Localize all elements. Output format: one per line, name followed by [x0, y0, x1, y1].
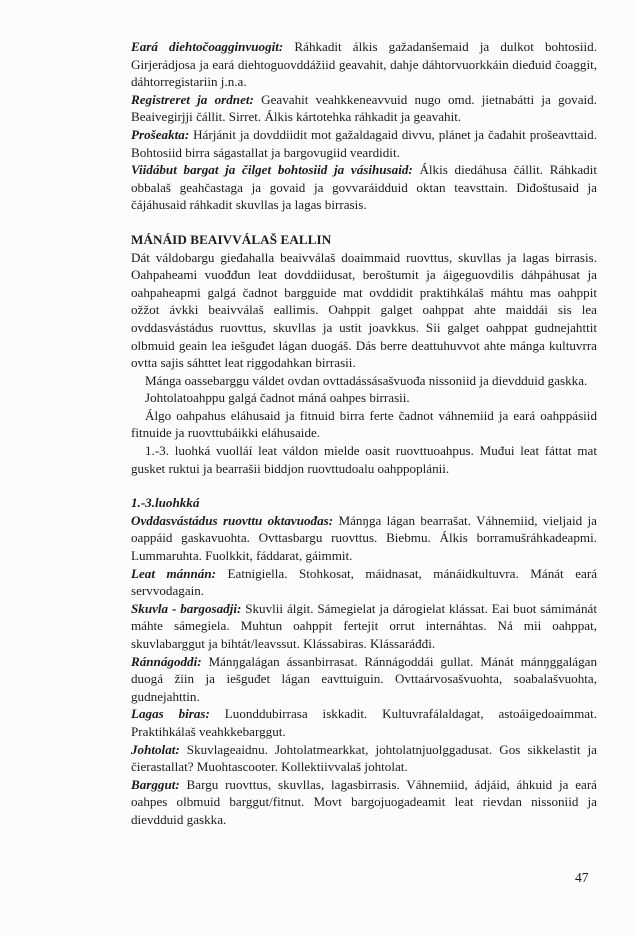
- paragraph: Dát váldobargu gieđahalla beaivválaš doaimmaid ruovttus, skuvllas ja lagas birrasis. Oahpaheami vuođđun leat dovddiidusat, beroštumit ja áigeguovdilis dáhpáhusat ja oahpaheapmi galgá čadnot bargguide mat ovddidit praktihkálaš máhtu mas oahppit ožžot ávkki beaivválaš eallimis. Oahppit galget oahppat ahte maiddái sis lea ovddasvástádus ruovttus, skuvllas ja ustit joavkkus. Sii galget oahppat gudnejahttit olbmuid geain lea iešguđet lágan duogáš. Dás berre deattuhuvvot ahte mánga kultuvrra ovtta sajis sáhttet leat riggodahkan birrasii.: [131, 249, 597, 371]
- entry-lead: Ránnágoddi:: [131, 653, 202, 669]
- entry-lead: Prošeakta:: [131, 126, 190, 142]
- entry-registreret: [131, 91, 597, 126]
- paragraph: Álgo oahpahus eláhusaid ja fitnuid birra ferte čadnot váhnemiid ja eará oahppásiid fitnuide ja ruovttubáikki eláhusaide.: [131, 407, 597, 441]
- paragraph: 1.-3. luohká vuolláí leat váldon mielde oasit ruovttuoahpus. Muđui leat fáttat mat gusket ruktui ja bearrašii biddjon ruovttudoalu oahppoplánii.: [131, 443, 597, 476]
- entry-text: Skuvlii álgit. Sámegielat ja dárogielat klássat. Eai buot sámimánát máhte sámegiela. Muhtun oahppit fertejit orrut internáhtas. Ná mii oahppat, skuvlabarggut ja bihtát/leavssut. Klássabiras. Klássaráđđi.: [131, 600, 597, 651]
- paragraph: Mánga oassebarggu váldet ovdan ovttadássásašvuođa nissoniid ja dievdduid gaskka.: [145, 372, 588, 388]
- entry-lead: Registreret ja ordnet:: [131, 91, 254, 107]
- entry-viidabut: [131, 161, 597, 214]
- entry-text: Mánŋgalágan ássanbirrasat. Ránnágoddái gullat. Mánát mánŋggalágan duogá žiin ja iešguđet lágan eavttuiguin. Ovttaárvosašvuohta, soabalašvuohta, gudnejahttin.: [131, 653, 597, 704]
- entry-ovddasvastadus: [131, 512, 597, 565]
- entry-text: Bargu ruovttus, skuvllas, lagasbirrasis. Váhnemiid, ádjáid, áhkuid ja eará oahpes olbmuid barggut/fitnut. Movt bargojuogadeamit leat rievdan nissoniid ja dievdduid gaskka.: [131, 776, 597, 827]
- entry-johtolat: [131, 741, 597, 776]
- entry-skuvla: [131, 600, 597, 653]
- entry-lead: Eará diehtočoagginvuogit:: [131, 39, 284, 54]
- section-heading: MÁNÁID BEAIVVÁLAŠ EALLIN: [131, 231, 332, 247]
- subsection-heading: 1.-3.luohkká: [131, 495, 200, 511]
- entry-eara-diehtocoagginvuogit: [131, 38, 597, 91]
- entry-text: Eatnigiella. Stohkosat, máidnasat, mánáidkultuvra. Mánát eará servvodagain.: [131, 565, 598, 599]
- entry-lead: Barggut:: [131, 776, 180, 792]
- entry-text: Luonddubirrasa iskkadit. Kultuvrafálaldagat, astoáigedoaimmat. Praktihkálaš veahkkebarggut.: [131, 706, 598, 739]
- entry-text: Hárjánit ja dovddiidit mot gažaldagaid divvu, plánet ja čađahit prošeavttaid. Bohtosiid birra ságastallat ja bargovugiid veardidit.: [131, 126, 597, 160]
- entry-leat-mannan: [131, 565, 597, 600]
- entry-text: Geavahit veahkkeneavvuid nugo omd. jietnabátti ja govaid. Beaivegirjji čállit. Sirret. Álkis kártotehka ráhkadit ja geavahit.: [131, 91, 597, 125]
- entry-lead: Johtolat:: [131, 741, 180, 757]
- page-number: 47: [575, 870, 589, 885]
- entry-lead: Viidábut bargat ja čilget bohtosiid ja vásihusaid:: [131, 162, 413, 178]
- entry-lead: Leat mánnán:: [131, 565, 216, 581]
- entry-rannagoddi: [131, 653, 597, 706]
- entry-proseakta: [131, 126, 597, 161]
- entry-text: Mánŋga lágan bearrašat. Váhnemiid, vieljaid ja oappáid gaskavuohta. Ovttasbargu ruovttus. Biebmu. Álkis borramušráhkadeapmi. Lummaruhta. Fuolkkit, fáddarat, gáimmit.: [131, 512, 597, 564]
- document-page: [131, 38, 597, 829]
- entry-text: Skuvlageaidnu. Johtolatmearkkat, johtolatnjuolggadusat. Gos sikkelastit ja čierastallat? Muohtascooter. Kollektiivvalaš johtolat.: [131, 741, 597, 775]
- entry-text: Ráhkadit álkis gažadanšemaid ja dulkot bohtosiid. Girjerádjosa ja eará diehtoguovddážiid geavahit, dahje dáhtorvuorkkáin dieđuid čoaggit, dáhtorregistariin j.n.a.: [131, 39, 597, 90]
- paragraph: Johtolatoahppu galgá čadnot máná oahpes birrasii.: [145, 390, 410, 406]
- entry-lagas-biras: [131, 705, 597, 740]
- entry-lead: Ovddasvástádus ruovttu oktavuođas:: [131, 512, 334, 528]
- entry-text: Álkis diedáhusa čállit. Ráhkadit obbalaš geahčastaga ja govaid ja govvaráidduid oktan teavsttain. Diđoštusaid ja čájáhusaid ráhkadit skuvllas ja lagas birrasis.: [131, 162, 598, 213]
- entry-lead: Lagas biras:: [131, 706, 210, 722]
- entry-barggut: [131, 776, 597, 829]
- entry-lead: Skuvla - bargosadji:: [131, 600, 242, 616]
